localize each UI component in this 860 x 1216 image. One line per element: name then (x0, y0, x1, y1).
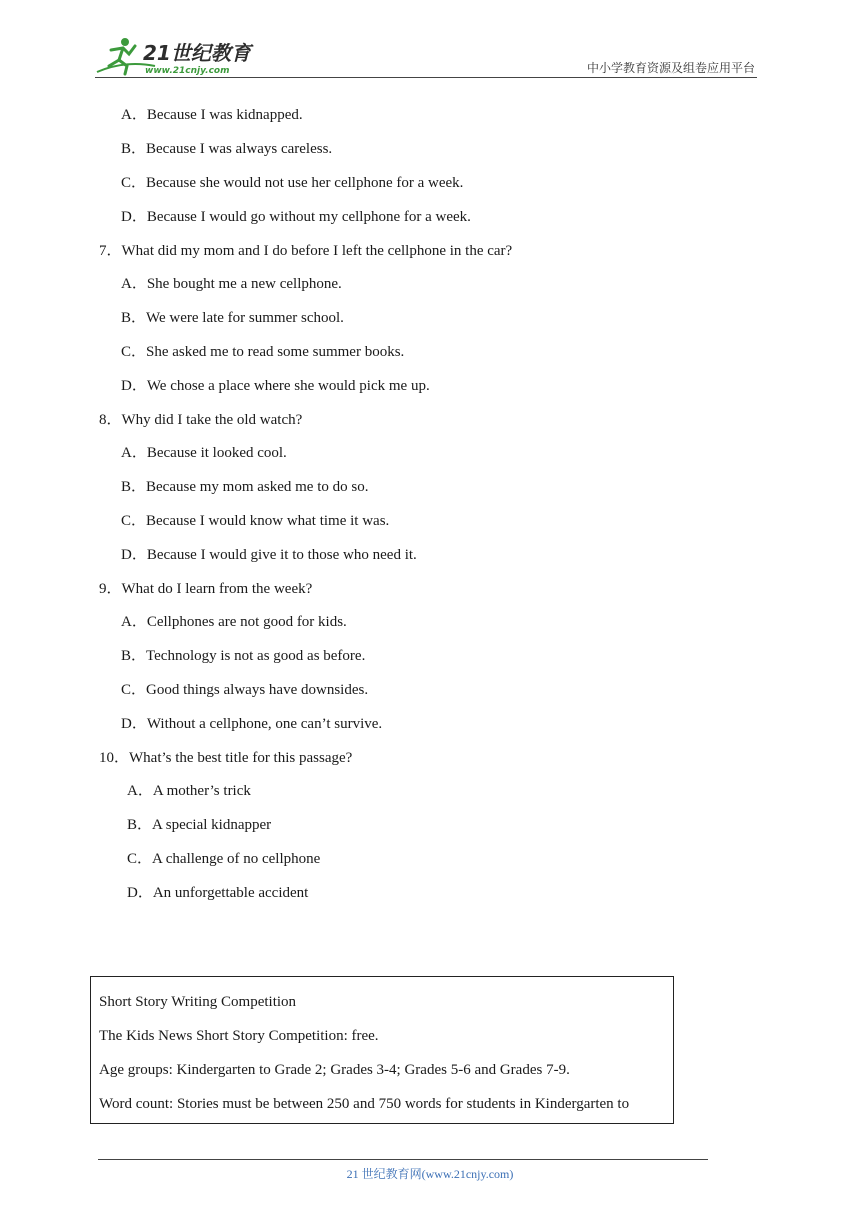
q6-option-a: A．Because I was kidnapped. (121, 107, 303, 123)
q8-option-d: D．Because I would give it to those who need it. (121, 547, 417, 563)
q6-option-c: C．Because she would not use her cellphone for a week. (121, 175, 464, 191)
q8-option-b: B．Because my mom asked me to do so. (121, 479, 369, 495)
q9-option-d: D．Without a cellphone, one can’t survive. (121, 716, 383, 732)
question-9: 9．What do I learn from the week? (99, 581, 313, 597)
notice-line-2: Age groups: Kindergarten to Grade 2; Grades 3-4; Grades 5-6 and Grades 7-9. (99, 1062, 570, 1078)
page-header (0, 0, 860, 80)
svg-text:www.21cnjy.com: www.21cnjy.com (145, 66, 230, 76)
footer-link[interactable]: 21 世纪教育网(www.21cnjy.com) (346, 1167, 514, 1181)
notice-line-3: Word count: Stories must be between 250 and 750 words for students in Kindergarten to (99, 1096, 630, 1112)
question-7: 7．What did my mom and I do before I left the cellphone in the car? (99, 243, 513, 259)
question-10: 10．What’s the best title for this passage? (99, 750, 353, 766)
running-person-logo-icon (95, 36, 265, 76)
q6-option-d: D．Because I would go without my cellphone for a week. (121, 209, 471, 225)
q7-option-b: B．We were late for summer school. (121, 310, 344, 326)
notice-title: Short Story Writing Competition (99, 994, 297, 1010)
q10-option-a: A．A mother’s trick (127, 783, 251, 799)
q8-option-a: A．Because it looked cool. (121, 445, 287, 461)
q8-option-c: C．Because I would know what time it was. (121, 513, 390, 529)
q10-option-d: D．An unforgettable accident (127, 885, 309, 901)
footer-divider (98, 1159, 708, 1160)
q7-option-a: A．She bought me a new cellphone. (121, 276, 342, 292)
q9-option-c: C．Good things always have downsides. (121, 682, 369, 698)
logo (95, 36, 265, 76)
q10-option-c: C．A challenge of no cellphone (127, 851, 321, 867)
q9-option-b: B．Technology is not as good as before. (121, 648, 366, 664)
q6-option-b: B．Because I was always careless. (121, 141, 333, 157)
q7-option-c: C．She asked me to read some summer books. (121, 344, 405, 360)
header-divider (95, 77, 757, 78)
q10-option-b: B．A special kidnapper (127, 817, 272, 833)
q9-option-a: A．Cellphones are not good for kids. (121, 614, 347, 630)
header-tagline: 中小学教育资源及组卷应用平台 (586, 61, 755, 75)
q7-option-d: D．We chose a place where she would pick me up. (121, 378, 430, 394)
notice-line-1: The Kids News Short Story Competition: free. (99, 1028, 379, 1044)
svg-text:21世纪教育: 21世纪教育 (143, 41, 251, 65)
competition-notice-box (90, 976, 674, 1124)
question-8: 8．Why did I take the old watch? (99, 412, 303, 428)
